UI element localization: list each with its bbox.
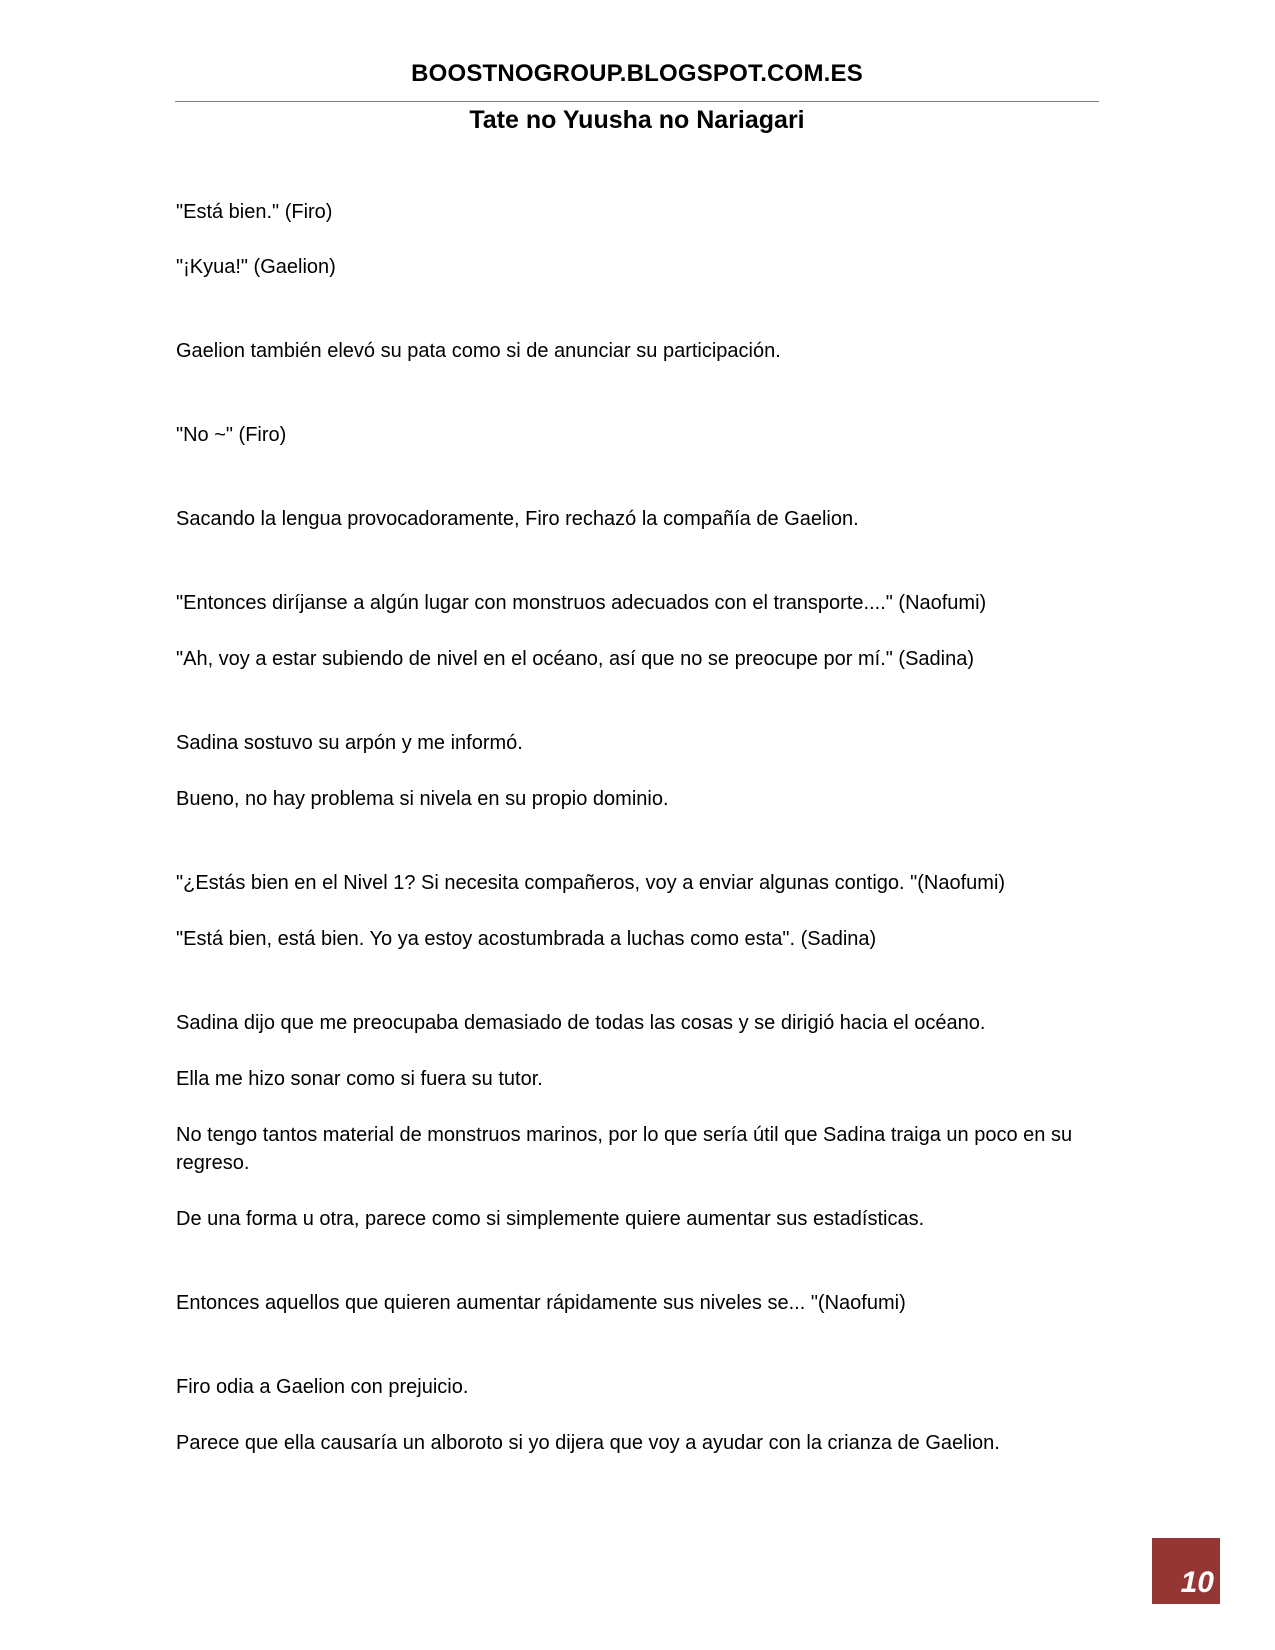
page-number: 10 — [1180, 1566, 1214, 1599]
paragraph: Ella me hizo sonar como si fuera su tutor. — [176, 1068, 543, 1090]
paragraph: De una forma u otra, parece como si simplemente quiere aumentar sus estadísticas. — [176, 1208, 925, 1230]
paragraph: Sadina dijo que me preocupaba demasiado de todas las cosas y se dirigió hacia el océano. — [176, 1012, 986, 1034]
paragraph: "No ~" (Firo) — [176, 424, 287, 446]
paragraph: "Está bien." (Firo) — [176, 201, 333, 223]
paragraph: Bueno, no hay problema si nivela en su propio dominio. — [176, 788, 669, 810]
paragraph: Firo odia a Gaelion con prejuicio. — [176, 1376, 469, 1398]
paragraph: "Está bien, está bien. Yo ya estoy acostumbrada a luchas como esta". (Sadina) — [176, 928, 877, 950]
paragraph: "Entonces diríjanse a algún lugar con monstruos adecuados con el transporte...." (Naofumi) — [176, 592, 987, 614]
document-title: Tate no Yuusha no Nariagari — [469, 106, 805, 134]
paragraph: Gaelion también elevó su pata como si de anunciar su participación. — [176, 340, 781, 362]
page-number-badge — [1152, 1538, 1220, 1602]
site-header: BOOSTNOGROUP.BLOGSPOT.COM.ES — [411, 60, 863, 87]
paragraph: Sacando la lengua provocadoramente, Firo rechazó la compañía de Gaelion. — [176, 508, 859, 530]
paragraph: "¡Kyua!" (Gaelion) — [176, 256, 336, 278]
page-number-underline — [1152, 1602, 1220, 1604]
paragraph: Parece que ella causaría un alboroto si yo dijera que voy a ayudar con la crianza de Gaelion. — [176, 1432, 1000, 1454]
paragraph: "Ah, voy a estar subiendo de nivel en el océano, así que no se preocupe por mí." (Sadina) — [176, 648, 975, 670]
paragraph: Sadina sostuvo su arpón y me informó. — [176, 732, 523, 754]
paragraph: Entonces aquellos que quieren aumentar rápidamente sus niveles se... "(Naofumi) — [176, 1292, 906, 1314]
paragraph: No tengo tantos material de monstruos marinos, por lo que sería útil que Sadina traiga un poco en su regreso. — [176, 1124, 1073, 1174]
body-text — [176, 0, 1096, 1650]
paragraph: "¿Estás bien en el Nivel 1? Si necesita compañeros, voy a enviar algunas contigo. "(Naofumi) — [176, 872, 1006, 894]
